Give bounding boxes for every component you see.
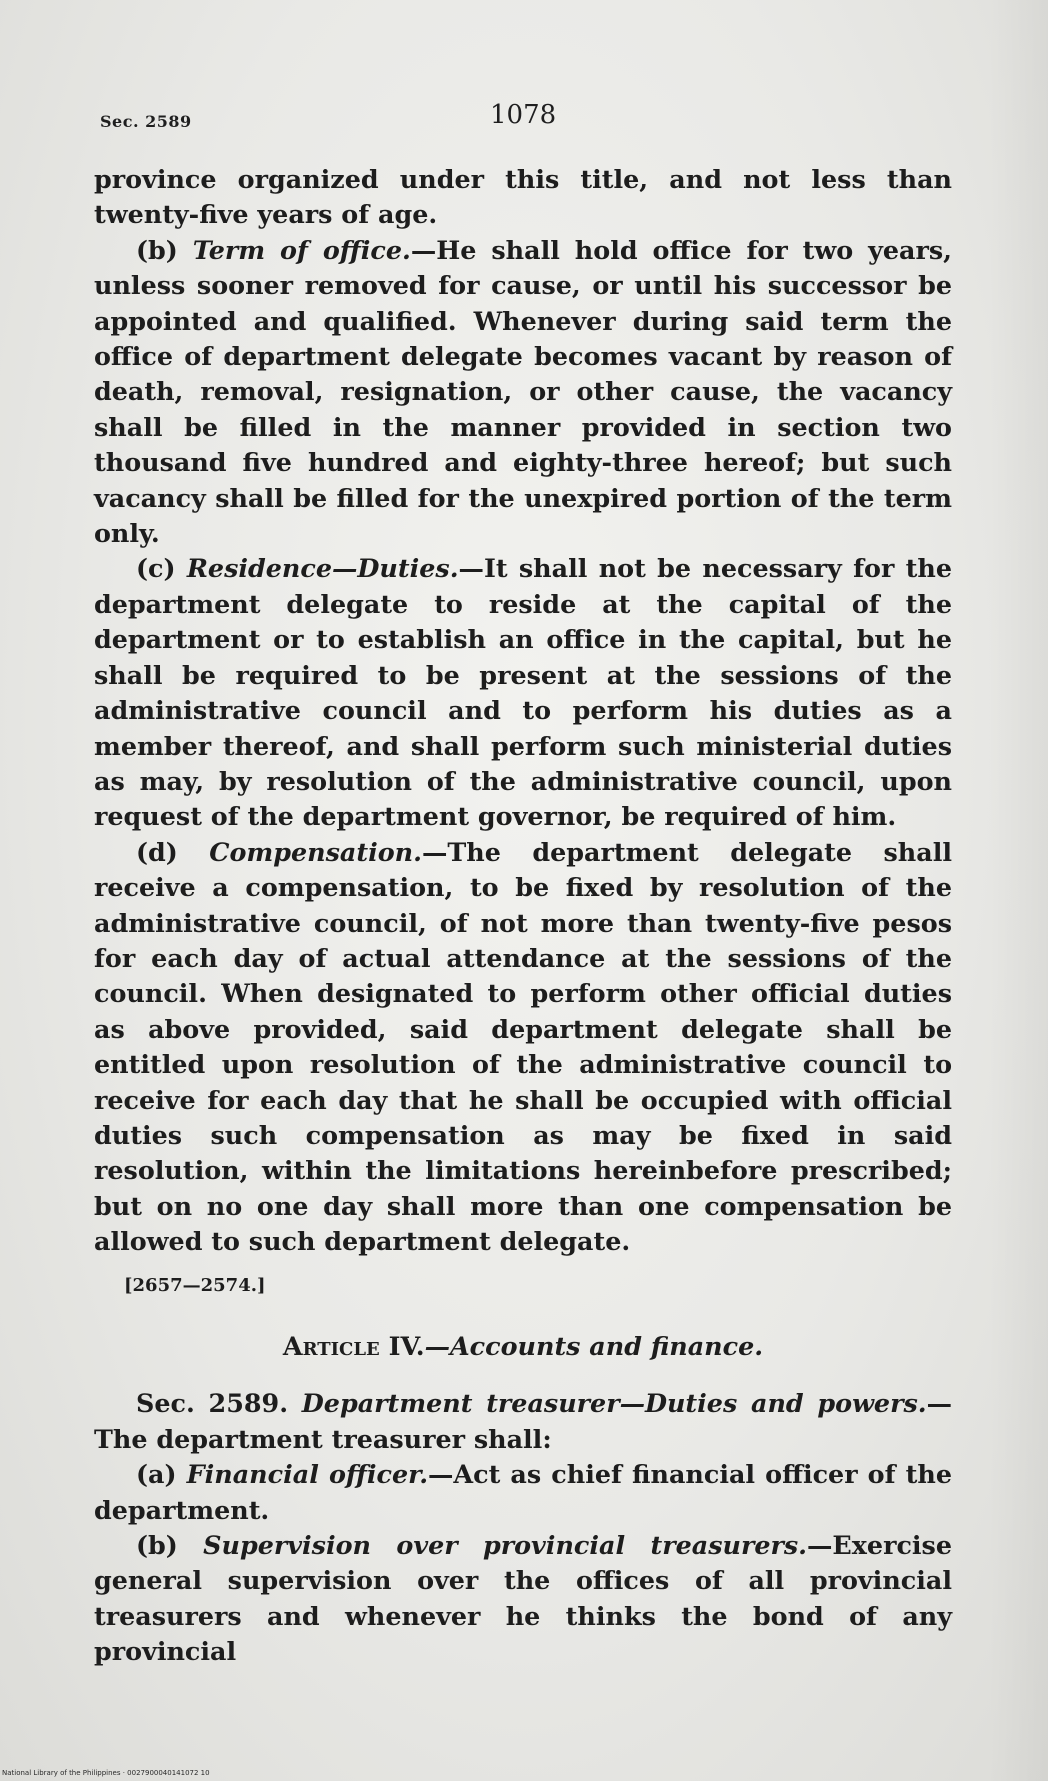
paragraph-a-financial-officer	[94, 1457, 952, 1528]
clause-heading: Term of office.	[192, 234, 411, 265]
clause-text: —He shall hold office for two years, unless sooner removed for cause, or until his successor be appointed and qualified. Whenever during said term the office of department delegate becomes vacant by reason of death, removal, resignation, or other cause, the vacancy shall be filled in the manner provided in section two thousand five hundred and eighty-three hereof; but such vacancy shall be filled for the unexpired portion of the term only.	[94, 234, 953, 549]
article-heading	[94, 1329, 952, 1364]
clause-label: (b)	[136, 1530, 204, 1561]
section-label: Sec. 2589.	[136, 1388, 302, 1419]
clause-text: —The department delegate shall receive a compensation, to be fixed by resolution of the administrative council, of not more than twenty-five pesos for each day of actual attendance at the sessions of the council. When designated to perform other official duties as above provided, said department delegate shall be entitled upon resolution of the administrative council to receive for each day that he shall be occupied with official duties such compensation as may be fixed in said resolution, within the limitations hereinbefore prescribed; but on no one day shall more than one compensation be allowed to such department delegate.	[94, 836, 952, 1257]
section-heading: Department treasurer—Duties and powers.	[301, 1388, 927, 1419]
clause-label: (c)	[136, 553, 187, 584]
clause-label: (a)	[136, 1459, 187, 1490]
page-number: 1078	[490, 100, 557, 130]
paragraph-d-compensation	[94, 835, 952, 1260]
paragraph-c-residence-duties	[94, 551, 952, 834]
clause-heading: Supervision over provincial treasurers.	[203, 1530, 808, 1561]
clause-label: (d)	[136, 836, 210, 867]
clause-heading: Financial officer.	[186, 1459, 429, 1490]
running-section-label: Sec. 2589	[100, 112, 192, 131]
clause-text: —It shall not be necessary for the department delegate to reside at the capital of the department or to establish an office in the capital, but he shall be required to be present at the sessions of the administrative council and to perform his duties as a member thereof, and shall perform such ministerial duties as may, by resolution of the administrative council, upon request of the department governor, be required of him.	[94, 553, 953, 832]
section-text: — The department treasurer shall:	[94, 1388, 952, 1454]
article-title: —Accounts and finance.	[424, 1331, 764, 1361]
page-edge-shadow	[988, 0, 1048, 1781]
body-text	[94, 162, 952, 1670]
article-label: Article IV.	[282, 1331, 425, 1361]
paragraph-b-term-of-office	[94, 233, 952, 552]
clause-label: (b)	[136, 234, 193, 265]
clause-text: —Act as chief financial officer of the department.	[94, 1459, 952, 1525]
source-reference: [2657—2574.]	[124, 1274, 266, 1296]
paragraph-b-supervision	[94, 1528, 952, 1670]
clause-text: —Exercise general supervision over the offices of all provincial treasurers and whenever he thinks the bond of any provincial	[94, 1530, 952, 1667]
clause-heading: Compensation.	[209, 836, 422, 867]
paragraph-continuation: province organized under this title, and not less than twenty-five years of age.	[94, 164, 952, 230]
clause-heading: Residence—Duties.	[186, 553, 459, 584]
page-header	[0, 96, 1048, 136]
scan-footer-note: National Library of the Philippines · 0027900040141072 10	[2, 1769, 210, 1777]
section-2589	[94, 1386, 952, 1457]
